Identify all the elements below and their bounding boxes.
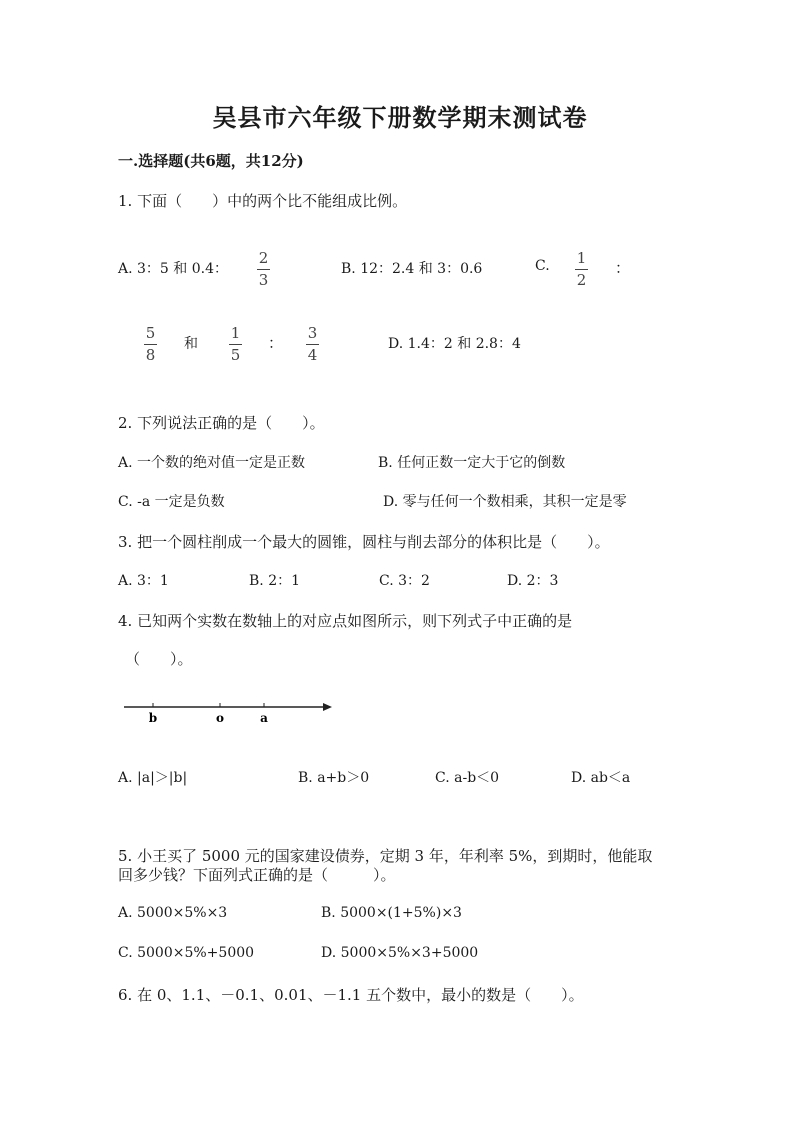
- q3-option-d: D. 2：3: [507, 573, 559, 589]
- q2-option-c: C. -a 一定是负数: [118, 494, 225, 510]
- q2-option-d: D. 零与任何一个数相乘，其积一定是零: [383, 494, 627, 510]
- q4-option-b: B. a+b＞0: [298, 770, 370, 786]
- q1-option-d: D. 1.4：2 和 2.8：4: [388, 336, 521, 352]
- q1-option-c-fraction-1: [575, 250, 588, 289]
- number-line-label-a: a: [260, 711, 268, 725]
- fraction-numerator: 1: [230, 324, 241, 342]
- q5-option-a: A. 5000×5%×3: [118, 905, 228, 921]
- q1-option-c-fraction-4: [306, 325, 319, 364]
- question-3-stem: 3. 把一个圆柱削成一个最大的圆锥，圆柱与削去部分的体积比是（ ）。: [118, 533, 610, 551]
- fraction-numerator: 2: [258, 249, 269, 267]
- q1-option-c-label: C.: [535, 258, 550, 274]
- q4-option-d: D. ab＜a: [571, 770, 631, 786]
- fraction-denominator: 8: [145, 346, 156, 364]
- q5-option-d: D. 5000×5%×3+5000: [321, 945, 479, 961]
- q1-option-a-fraction: [257, 250, 270, 289]
- question-4-stem-line-1: 4. 已知两个实数在数轴上的对应点如图所示，则下列式子中正确的是: [118, 612, 573, 630]
- q3-option-a: A. 3：1: [118, 573, 169, 589]
- fraction-numerator: 1: [576, 249, 587, 267]
- q4-option-a: A. |a|＞|b|: [118, 770, 188, 786]
- q1-and-word: 和: [184, 336, 198, 352]
- page-title: 吴县市六年级下册数学期末测试卷: [212, 103, 588, 132]
- number-line-arrow-icon: [323, 703, 332, 711]
- question-4-stem-line-2: （ ）。: [125, 650, 193, 668]
- question-5-stem-line-2: 回多少钱？下面列式正确的是（ ）。: [118, 866, 396, 884]
- q2-option-a: A. 一个数的绝对值一定是正数: [118, 455, 306, 471]
- q3-option-b: B. 2：1: [249, 573, 301, 589]
- q1-option-b: B. 12：2.4 和 3：0.6: [341, 261, 483, 277]
- fraction-denominator: 4: [307, 346, 318, 364]
- q5-option-b: B. 5000×(1+5%)×3: [321, 905, 462, 921]
- q1-option-c-fraction-2: [144, 325, 157, 364]
- fraction-denominator: 2: [576, 271, 587, 289]
- q1-colon-2: ：: [268, 334, 284, 352]
- question-5-stem-line-1: 5. 小王买了 5000 元的国家建设债券，定期 3 年，年利率 5%，到期时，他能取: [118, 847, 653, 865]
- fraction-numerator: 5: [145, 324, 156, 342]
- q5-option-c: C. 5000×5%+5000: [118, 945, 255, 961]
- fraction-denominator: 5: [230, 346, 241, 364]
- q3-option-c: C. 3：2: [379, 573, 430, 589]
- number-line-label-o: o: [215, 711, 225, 725]
- question-1-stem: 1. 下面（ ）中的两个比不能组成比例。: [118, 192, 408, 210]
- q1-option-a: A. 3：5 和 0.4：: [118, 261, 228, 277]
- number-line-figure: [120, 698, 336, 728]
- section-header: 一.选择题(共6题，共12分): [118, 152, 304, 170]
- question-6-stem: 6. 在 0、1.1、－0.1、0.01、－1.1 五个数中，最小的数是（ ）。: [118, 986, 584, 1004]
- q4-option-c: C. a-b＜0: [435, 770, 500, 786]
- fraction-numerator: 3: [307, 324, 318, 342]
- q1-colon-1: ：: [615, 259, 631, 277]
- question-2-stem: 2. 下列说法正确的是（ ）。: [118, 414, 325, 432]
- q1-option-c-fraction-3: [229, 325, 242, 364]
- fraction-denominator: 3: [258, 271, 269, 289]
- q2-option-b: B. 任何正数一定大于它的倒数: [378, 455, 566, 471]
- number-line-label-b: b: [148, 711, 158, 725]
